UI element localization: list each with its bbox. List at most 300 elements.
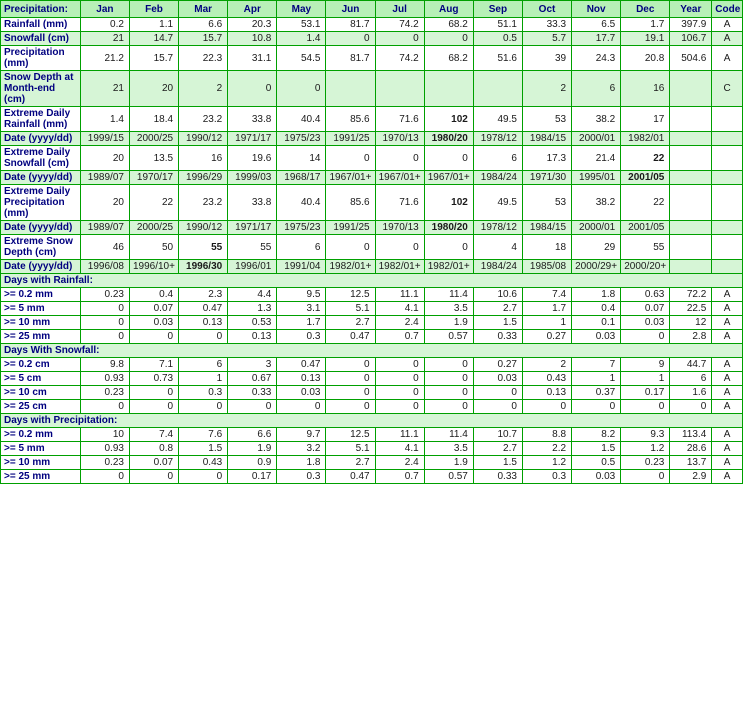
data-cell: 22 [621, 146, 670, 171]
code-cell: A [712, 456, 743, 470]
data-cell: 0.07 [129, 456, 178, 470]
data-cell: 0 [326, 235, 375, 260]
code-cell: A [712, 316, 743, 330]
data-cell: 1.2 [522, 456, 571, 470]
row-label: >= 25 cm [1, 400, 81, 414]
data-cell: 22.3 [179, 46, 228, 71]
data-cell: 0 [621, 330, 670, 344]
data-cell: 81.7 [326, 46, 375, 71]
code-cell: A [712, 470, 743, 484]
data-cell: 18 [522, 235, 571, 260]
data-cell: 13.7 [670, 456, 712, 470]
data-cell: 22.5 [670, 302, 712, 316]
data-cell: 0.33 [473, 330, 522, 344]
data-cell: 1971/17 [228, 221, 277, 235]
row-label: >= 10 mm [1, 316, 81, 330]
data-cell [670, 146, 712, 171]
data-cell: 6 [670, 372, 712, 386]
data-cell: 71.6 [375, 185, 424, 221]
data-cell: 0 [424, 146, 473, 171]
data-cell: 0.23 [80, 386, 129, 400]
code-cell [712, 221, 743, 235]
data-cell: 0.1 [572, 316, 621, 330]
data-cell: 0.3 [179, 386, 228, 400]
data-cell: 1984/24 [473, 171, 522, 185]
code-cell [712, 260, 743, 274]
data-cell: 1978/12 [473, 132, 522, 146]
data-cell: 1.2 [621, 442, 670, 456]
data-cell: 38.2 [572, 185, 621, 221]
data-cell: 1.5 [572, 442, 621, 456]
data-cell: 0.93 [80, 442, 129, 456]
data-cell: 1996/10+ [129, 260, 178, 274]
table-row [1, 288, 743, 302]
table-row [1, 18, 743, 32]
row-label: >= 5 mm [1, 302, 81, 316]
data-cell: 1.5 [473, 316, 522, 330]
data-cell: 1991/25 [326, 132, 375, 146]
data-cell: 1984/15 [522, 132, 571, 146]
table-row [1, 428, 743, 442]
data-cell: 0 [228, 71, 277, 107]
data-cell [670, 107, 712, 132]
data-cell: 20 [80, 185, 129, 221]
data-cell: 23.2 [179, 107, 228, 132]
data-cell: 1984/24 [473, 260, 522, 274]
data-cell: 1.7 [621, 18, 670, 32]
data-cell: 1989/07 [80, 171, 129, 185]
data-cell: 0 [375, 400, 424, 414]
data-cell: 9 [621, 358, 670, 372]
data-cell: 1.9 [424, 456, 473, 470]
data-cell: 0 [179, 400, 228, 414]
data-cell: 0.13 [179, 316, 228, 330]
data-cell: 1982/01 [621, 132, 670, 146]
data-cell: 1996/30 [179, 260, 228, 274]
data-cell: 1.3 [228, 302, 277, 316]
data-cell: 21.4 [572, 146, 621, 171]
table-row [1, 260, 743, 274]
column-header-jun: Jun [326, 1, 375, 18]
data-cell: 81.7 [326, 18, 375, 32]
data-cell: 1999/03 [228, 171, 277, 185]
data-cell: 12.5 [326, 288, 375, 302]
data-cell: 6 [572, 71, 621, 107]
data-cell: 1970/13 [375, 132, 424, 146]
data-cell: 0.03 [572, 470, 621, 484]
code-cell [712, 235, 743, 260]
table-row [1, 171, 743, 185]
data-cell: 0 [129, 400, 178, 414]
data-cell: 29 [572, 235, 621, 260]
table-row [1, 456, 743, 470]
table-row [1, 146, 743, 171]
data-cell: 28.6 [670, 442, 712, 456]
data-cell: 20 [129, 71, 178, 107]
data-cell: 504.6 [670, 46, 712, 71]
data-cell: 0 [326, 386, 375, 400]
code-cell [712, 146, 743, 171]
data-cell: 12.5 [326, 428, 375, 442]
data-cell [473, 71, 522, 107]
data-cell: 0 [424, 235, 473, 260]
data-cell: 0.43 [522, 372, 571, 386]
column-header-jul: Jul [375, 1, 424, 18]
data-cell: 0.67 [228, 372, 277, 386]
data-cell: 1.7 [277, 316, 326, 330]
data-cell: 6.6 [228, 428, 277, 442]
table-row [1, 107, 743, 132]
data-cell: 0.13 [228, 330, 277, 344]
data-cell: 0.23 [621, 456, 670, 470]
section-header-row [1, 414, 743, 428]
data-cell: 3.1 [277, 302, 326, 316]
data-cell: 1 [522, 316, 571, 330]
data-cell: 24.3 [572, 46, 621, 71]
data-cell [670, 132, 712, 146]
table-row [1, 302, 743, 316]
data-cell [670, 260, 712, 274]
data-cell: 0 [326, 32, 375, 46]
data-cell: 0 [522, 400, 571, 414]
data-cell: 0 [375, 235, 424, 260]
table-row [1, 358, 743, 372]
row-label: >= 25 mm [1, 470, 81, 484]
data-cell: 1995/01 [572, 171, 621, 185]
data-cell: 85.6 [326, 185, 375, 221]
section-header-row [1, 274, 743, 288]
data-cell: 51.1 [473, 18, 522, 32]
row-label: >= 0.2 cm [1, 358, 81, 372]
table-row [1, 330, 743, 344]
data-cell: 53 [522, 185, 571, 221]
data-cell: 0.03 [129, 316, 178, 330]
corner-header: Precipitation: [1, 1, 81, 18]
data-cell: 0.5 [473, 32, 522, 46]
data-cell: 1980/20 [424, 221, 473, 235]
data-cell: 71.6 [375, 107, 424, 132]
data-cell [424, 71, 473, 107]
code-cell: A [712, 302, 743, 316]
code-cell: C [712, 71, 743, 107]
data-cell: 7.1 [129, 358, 178, 372]
data-cell: 11.4 [424, 428, 473, 442]
section-title: Days With Snowfall: [1, 344, 743, 358]
data-cell: 0.3 [277, 470, 326, 484]
data-cell: 0.07 [129, 302, 178, 316]
data-cell: 20.3 [228, 18, 277, 32]
code-cell: A [712, 18, 743, 32]
data-cell: 0.9 [228, 456, 277, 470]
data-cell: 85.6 [326, 107, 375, 132]
data-cell: 20.8 [621, 46, 670, 71]
table-header-row [1, 1, 743, 18]
data-cell: 1971/30 [522, 171, 571, 185]
data-cell: 54.5 [277, 46, 326, 71]
data-cell: 1.6 [670, 386, 712, 400]
data-cell: 12 [670, 316, 712, 330]
data-cell: 0 [424, 386, 473, 400]
data-cell: 10 [80, 428, 129, 442]
data-cell: 2.3 [179, 288, 228, 302]
data-cell: 0.07 [621, 302, 670, 316]
column-header-feb: Feb [129, 1, 178, 18]
row-label: >= 0.2 mm [1, 428, 81, 442]
data-cell [375, 71, 424, 107]
code-cell: A [712, 386, 743, 400]
data-cell: 0.47 [326, 330, 375, 344]
data-cell: 2000/01 [572, 221, 621, 235]
data-cell [670, 185, 712, 221]
data-cell: 0.17 [621, 386, 670, 400]
data-cell: 2.8 [670, 330, 712, 344]
data-cell: 40.4 [277, 185, 326, 221]
data-cell: 55 [621, 235, 670, 260]
table-body [1, 18, 743, 484]
data-cell: 2000/25 [129, 132, 178, 146]
data-cell: 102 [424, 185, 473, 221]
data-cell: 1991/04 [277, 260, 326, 274]
data-cell: 4 [473, 235, 522, 260]
data-cell: 9.7 [277, 428, 326, 442]
data-cell: 0.27 [473, 358, 522, 372]
data-cell [670, 171, 712, 185]
data-cell: 0.53 [228, 316, 277, 330]
data-cell: 1 [179, 372, 228, 386]
data-cell: 0 [375, 32, 424, 46]
data-cell: 102 [424, 107, 473, 132]
row-label: Extreme Snow Depth (cm) [1, 235, 81, 260]
data-cell: 2.7 [473, 302, 522, 316]
data-cell: 4.1 [375, 442, 424, 456]
data-cell: 1 [621, 372, 670, 386]
data-cell: 19.1 [621, 32, 670, 46]
data-cell: 0 [129, 330, 178, 344]
data-cell: 1968/17 [277, 171, 326, 185]
data-cell: 2000/20+ [621, 260, 670, 274]
table-row [1, 400, 743, 414]
data-cell: 1984/15 [522, 221, 571, 235]
code-cell: A [712, 288, 743, 302]
data-cell: 55 [179, 235, 228, 260]
row-label: Extreme Daily Precipitation (mm) [1, 185, 81, 221]
data-cell: 10.7 [473, 428, 522, 442]
data-cell: 4.4 [228, 288, 277, 302]
data-cell: 1975/23 [277, 221, 326, 235]
data-cell: 0.4 [129, 288, 178, 302]
data-cell: 49.5 [473, 107, 522, 132]
data-cell: 0 [326, 358, 375, 372]
data-cell: 6.5 [572, 18, 621, 32]
data-cell: 49.5 [473, 185, 522, 221]
data-cell: 106.7 [670, 32, 712, 46]
data-cell: 40.4 [277, 107, 326, 132]
row-label: Rainfall (mm) [1, 18, 81, 32]
data-cell: 0.47 [277, 358, 326, 372]
data-cell: 0 [375, 372, 424, 386]
data-cell: 4.1 [375, 302, 424, 316]
data-cell: 0 [473, 386, 522, 400]
row-label: Date (yyyy/dd) [1, 132, 81, 146]
data-cell: 0 [80, 302, 129, 316]
data-cell: 0.03 [277, 386, 326, 400]
table-row [1, 316, 743, 330]
data-cell: 2001/05 [621, 171, 670, 185]
data-cell: 3.2 [277, 442, 326, 456]
data-cell: 17 [621, 107, 670, 132]
data-cell: 1.8 [277, 456, 326, 470]
data-cell: 13.5 [129, 146, 178, 171]
data-cell: 0 [80, 400, 129, 414]
data-cell: 3.5 [424, 442, 473, 456]
data-cell: 74.2 [375, 46, 424, 71]
data-cell: 21 [80, 32, 129, 46]
data-cell: 68.2 [424, 18, 473, 32]
data-cell: 1975/23 [277, 132, 326, 146]
data-cell: 1996/29 [179, 171, 228, 185]
data-cell: 0.03 [621, 316, 670, 330]
data-cell: 113.4 [670, 428, 712, 442]
data-cell: 15.7 [129, 46, 178, 71]
data-cell: 0 [129, 386, 178, 400]
data-cell: 2 [522, 71, 571, 107]
data-cell: 0 [326, 400, 375, 414]
data-cell: 38.2 [572, 107, 621, 132]
data-cell: 0.2 [80, 18, 129, 32]
data-cell: 0 [375, 386, 424, 400]
table-row [1, 386, 743, 400]
data-cell: 5.1 [326, 302, 375, 316]
code-cell: A [712, 32, 743, 46]
column-header-mar: Mar [179, 1, 228, 18]
data-cell: 0.7 [375, 470, 424, 484]
code-cell: A [712, 46, 743, 71]
code-cell: A [712, 372, 743, 386]
column-header-may: May [277, 1, 326, 18]
data-cell: 31.1 [228, 46, 277, 71]
data-cell: 16 [179, 146, 228, 171]
data-cell: 0 [473, 400, 522, 414]
data-cell: 0.43 [179, 456, 228, 470]
data-cell: 72.2 [670, 288, 712, 302]
code-cell: A [712, 442, 743, 456]
column-header-dec: Dec [621, 1, 670, 18]
data-cell: 55 [228, 235, 277, 260]
data-cell: 1978/12 [473, 221, 522, 235]
column-header-code: Code [712, 1, 743, 18]
column-header-oct: Oct [522, 1, 571, 18]
data-cell: 0.23 [80, 456, 129, 470]
data-cell: 0 [129, 470, 178, 484]
data-cell: 8.2 [572, 428, 621, 442]
row-label: Date (yyyy/dd) [1, 171, 81, 185]
data-cell: 0.63 [621, 288, 670, 302]
data-cell: 2000/25 [129, 221, 178, 235]
code-cell [712, 132, 743, 146]
data-cell: 8.8 [522, 428, 571, 442]
data-cell: 0 [179, 470, 228, 484]
data-cell [670, 71, 712, 107]
data-cell: 2 [179, 71, 228, 107]
data-cell: 14.7 [129, 32, 178, 46]
data-cell [326, 71, 375, 107]
data-cell: 0 [621, 400, 670, 414]
data-cell: 1.9 [228, 442, 277, 456]
data-cell: 0.33 [228, 386, 277, 400]
data-cell: 9.3 [621, 428, 670, 442]
data-cell: 21 [80, 71, 129, 107]
data-cell: 0.5 [572, 456, 621, 470]
row-label: >= 5 mm [1, 442, 81, 456]
data-cell: 2001/05 [621, 221, 670, 235]
data-cell: 23.2 [179, 185, 228, 221]
data-cell: 1996/08 [80, 260, 129, 274]
table-row [1, 372, 743, 386]
data-cell: 53 [522, 107, 571, 132]
data-cell: 2 [522, 358, 571, 372]
data-cell: 1971/17 [228, 132, 277, 146]
data-cell: 15.7 [179, 32, 228, 46]
data-cell: 1.7 [522, 302, 571, 316]
data-cell: 11.1 [375, 428, 424, 442]
data-cell: 7.4 [129, 428, 178, 442]
section-title: Days with Rainfall: [1, 274, 743, 288]
data-cell: 5.7 [522, 32, 571, 46]
data-cell: 0.73 [129, 372, 178, 386]
data-cell: 16 [621, 71, 670, 107]
row-label: >= 10 cm [1, 386, 81, 400]
data-cell: 33.8 [228, 185, 277, 221]
column-header-year: Year [670, 1, 712, 18]
data-cell: 0 [375, 358, 424, 372]
data-cell: 53.1 [277, 18, 326, 32]
data-cell: 0.13 [277, 372, 326, 386]
data-cell: 1980/20 [424, 132, 473, 146]
data-cell: 0.3 [277, 330, 326, 344]
data-cell: 1996/01 [228, 260, 277, 274]
column-header-aug: Aug [424, 1, 473, 18]
code-cell [712, 107, 743, 132]
table-row [1, 132, 743, 146]
data-cell: 7.4 [522, 288, 571, 302]
data-cell: 1967/01+ [326, 171, 375, 185]
data-cell: 0.93 [80, 372, 129, 386]
data-cell: 1.5 [179, 442, 228, 456]
data-cell: 2.7 [473, 442, 522, 456]
code-cell: A [712, 358, 743, 372]
data-cell: 39 [522, 46, 571, 71]
table-row [1, 185, 743, 221]
section-title: Days with Precipitation: [1, 414, 743, 428]
data-cell: 0 [80, 470, 129, 484]
row-label: Date (yyyy/dd) [1, 221, 81, 235]
column-header-sep: Sep [473, 1, 522, 18]
column-header-apr: Apr [228, 1, 277, 18]
data-cell: 0.27 [522, 330, 571, 344]
data-cell: 1.1 [129, 18, 178, 32]
column-header-nov: Nov [572, 1, 621, 18]
data-cell: 14 [277, 146, 326, 171]
row-label: Snow Depth at Month-end (cm) [1, 71, 81, 107]
data-cell: 1.4 [277, 32, 326, 46]
row-label: >= 25 mm [1, 330, 81, 344]
data-cell: 0 [277, 71, 326, 107]
data-cell: 0 [326, 146, 375, 171]
data-cell: 11.4 [424, 288, 473, 302]
data-cell: 0.03 [473, 372, 522, 386]
data-cell: 22 [129, 185, 178, 221]
data-cell: 1989/07 [80, 221, 129, 235]
